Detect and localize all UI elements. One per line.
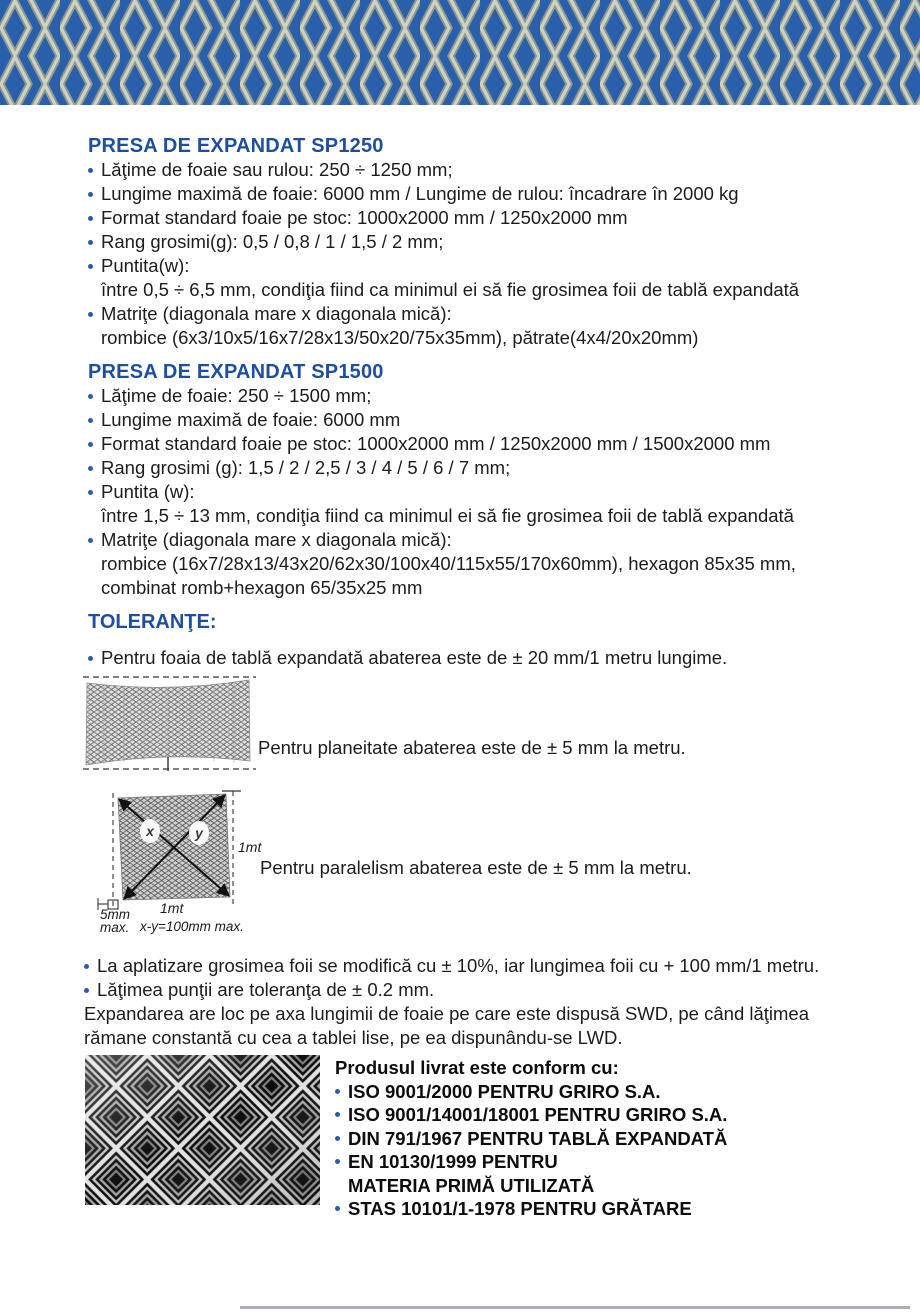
list-item — [88, 432, 878, 456]
list-item-text: Lăţime de foaie: 250 ÷ 1500 mm; — [101, 385, 372, 406]
flatness-diagram — [80, 672, 260, 774]
list-item — [335, 1197, 895, 1221]
tolerance-notes — [84, 954, 874, 1002]
bullet-icon — [88, 418, 93, 423]
list-item-continuation — [88, 278, 878, 302]
list-item — [88, 302, 878, 326]
list-item — [88, 158, 878, 182]
diagonal-x-label: x — [146, 823, 154, 839]
list-item-text: Lăţime de foaie sau rulou: 250 ÷ 1250 mm; — [101, 159, 453, 180]
tolerances-intro — [88, 646, 878, 670]
list-item — [88, 528, 878, 552]
bullet-icon — [88, 312, 93, 317]
list-item-text: Puntita(w): — [101, 255, 190, 276]
list-item-text: ISO 9001/2000 PENTRU GRIRO S.A. — [348, 1080, 661, 1102]
list-item-text: Format standard foaie pe stoc: 1000x2000 mm / 1250x2000 mm — [101, 207, 628, 228]
list-item-text: Rang grosimi(g): 0,5 / 0,8 / 1 / 1,5 / 2 mm; — [101, 231, 444, 252]
list-item-text: Rang grosimi (g): 1,5 / 2 / 2,5 / 3 / 4 / 5 / 6 / 7 mm; — [101, 457, 511, 478]
list-item-text: STAS 10101/1-1978 PENTRU GRĂTARE — [348, 1198, 692, 1219]
dim-bottom-1mt: 1mt — [160, 900, 184, 916]
list-item — [88, 456, 878, 480]
list-item-text: rombice (6x3/10x5/16x7/28x13/50x20/75x35mm), pătrate(4x4/20x20mm) — [101, 327, 699, 348]
list-item — [335, 1127, 895, 1151]
bullet-icon — [88, 538, 93, 543]
conformity-title: Produsul livrat este conform cu: — [335, 1057, 619, 1078]
dim-5mm-line2: max. — [100, 920, 130, 935]
bullet-icon — [335, 1136, 340, 1141]
bullet-icon — [88, 192, 93, 197]
list-item — [84, 954, 874, 978]
mesh-photo — [85, 1055, 320, 1205]
list-item-text: ISO 9001/14001/18001 PENTRU GRIRO S.A. — [348, 1104, 728, 1125]
list-item-text: între 0,5 ÷ 6,5 mm, condiţia fiind ca minimul ei să fie grosimea foii de tablă expandată — [101, 279, 800, 300]
bullet-icon — [88, 442, 93, 447]
bullet-icon — [88, 490, 93, 495]
list-item — [88, 384, 878, 408]
mesh-banner-svg — [0, 0, 920, 105]
list-item-text: DIN 791/1967 PENTRU TABLĂ EXPANDATĂ — [348, 1127, 728, 1149]
list-item — [88, 646, 878, 670]
list-item-continuation — [88, 552, 878, 576]
list-item — [88, 182, 878, 206]
list-item-text: La aplatizare grosimea foii se modifică cu ± 10%, iar lungimea foii cu + 100 mm/1 metru. — [97, 955, 820, 976]
list-item-continuation — [335, 1174, 895, 1198]
list-item — [335, 1103, 895, 1127]
list-item-text: Matriţe (diagonala mare x diagonala mică): — [101, 529, 452, 550]
list-item — [84, 978, 874, 1002]
list-item — [88, 480, 878, 504]
expansion-paragraph-line1: Expandarea are loc pe axa lungimii de foaie pe care este dispusă SWD, pe când lăţimea — [84, 1003, 810, 1024]
list-item-text: Matriţe (diagonala mare x diagonala mică): — [101, 303, 452, 324]
dim-formula: x-y=100mm max. — [140, 919, 244, 934]
bullet-icon — [88, 466, 93, 471]
bullet-icon — [84, 988, 89, 993]
dim-5mm-line1: 5mm — [100, 907, 130, 922]
list-item — [335, 1150, 895, 1174]
bullet-icon — [88, 264, 93, 269]
footer-rule — [240, 1306, 910, 1309]
list-item-text: Lungime maximă de foaie: 6000 mm / Lungime de rulou: încadrare în 2000 kg — [101, 183, 739, 204]
mesh-photo-svg — [85, 1055, 320, 1205]
list-item — [88, 254, 878, 278]
list-item-continuation — [88, 326, 878, 350]
list-item-text: între 1,5 ÷ 13 mm, condiţia fiind ca minimul ei să fie grosimea foii de tablă expandată — [101, 505, 794, 526]
bullet-icon — [335, 1089, 340, 1094]
flatness-note: Pentru planeitate abaterea este de ± 5 mm la metru. — [258, 737, 686, 758]
bullet-icon — [84, 964, 89, 969]
list-item — [88, 230, 878, 254]
flatness-diagram-svg — [80, 672, 260, 774]
section-sp1250 — [88, 134, 878, 350]
list-item — [88, 206, 878, 230]
list-item-text: Lungime maximă de foaie: 6000 mm — [101, 409, 401, 430]
list-item-text: Lăţimea punţii are toleranţa de ± 0.2 mm. — [97, 979, 435, 1000]
list-item-text: EN 10130/1999 PENTRU — [348, 1151, 558, 1172]
tolerances-title: TOLERANŢE: — [88, 611, 217, 633]
list-item — [88, 408, 878, 432]
bullet-icon — [88, 240, 93, 245]
bullet-icon — [335, 1112, 340, 1117]
expansion-paragraph-line2: rămane constantă cu cea a tablei lise, pe ea dispunându-se LWD. — [84, 1027, 623, 1048]
list-item-text: MATERIA PRIMĂ UTILIZATĂ — [348, 1174, 595, 1196]
bullet-icon — [88, 656, 93, 661]
dim-right-1mt: 1mt — [238, 839, 262, 855]
list-item-continuation — [88, 576, 878, 600]
bullet-icon — [88, 168, 93, 173]
list-item — [335, 1080, 895, 1104]
bullet-icon — [335, 1206, 340, 1211]
list-item-text: Format standard foaie pe stoc: 1000x2000 mm / 1250x2000 mm / 1500x2000 mm — [101, 433, 771, 454]
bullet-icon — [335, 1159, 340, 1164]
conformity-block — [335, 1056, 895, 1221]
list-item-text: combinat romb+hexagon 65/35x25 mm — [101, 577, 423, 598]
parallelism-note: Pentru paralelism abaterea este de ± 5 mm la metru. — [260, 857, 692, 878]
list-item-text: Pentru foaia de tablă expandată abaterea este de ± 20 mm/1 metru lungime. — [101, 647, 728, 668]
list-item-text: rombice (16x7/28x13/43x20/62x30/100x40/115x55/170x60mm), hexagon 85x35 mm, — [101, 553, 796, 574]
list-item-text: Puntita (w): — [101, 481, 195, 502]
section-title-sp1250: PRESA DE EXPANDAT SP1250 — [88, 135, 384, 157]
diagonal-y-label: y — [195, 825, 203, 841]
bullet-icon — [88, 216, 93, 221]
bullet-icon — [88, 394, 93, 399]
section-title-sp1500: PRESA DE EXPANDAT SP1500 — [88, 361, 384, 383]
mesh-banner-image — [0, 0, 920, 105]
section-sp1500 — [88, 360, 878, 600]
list-item-continuation — [88, 504, 878, 528]
